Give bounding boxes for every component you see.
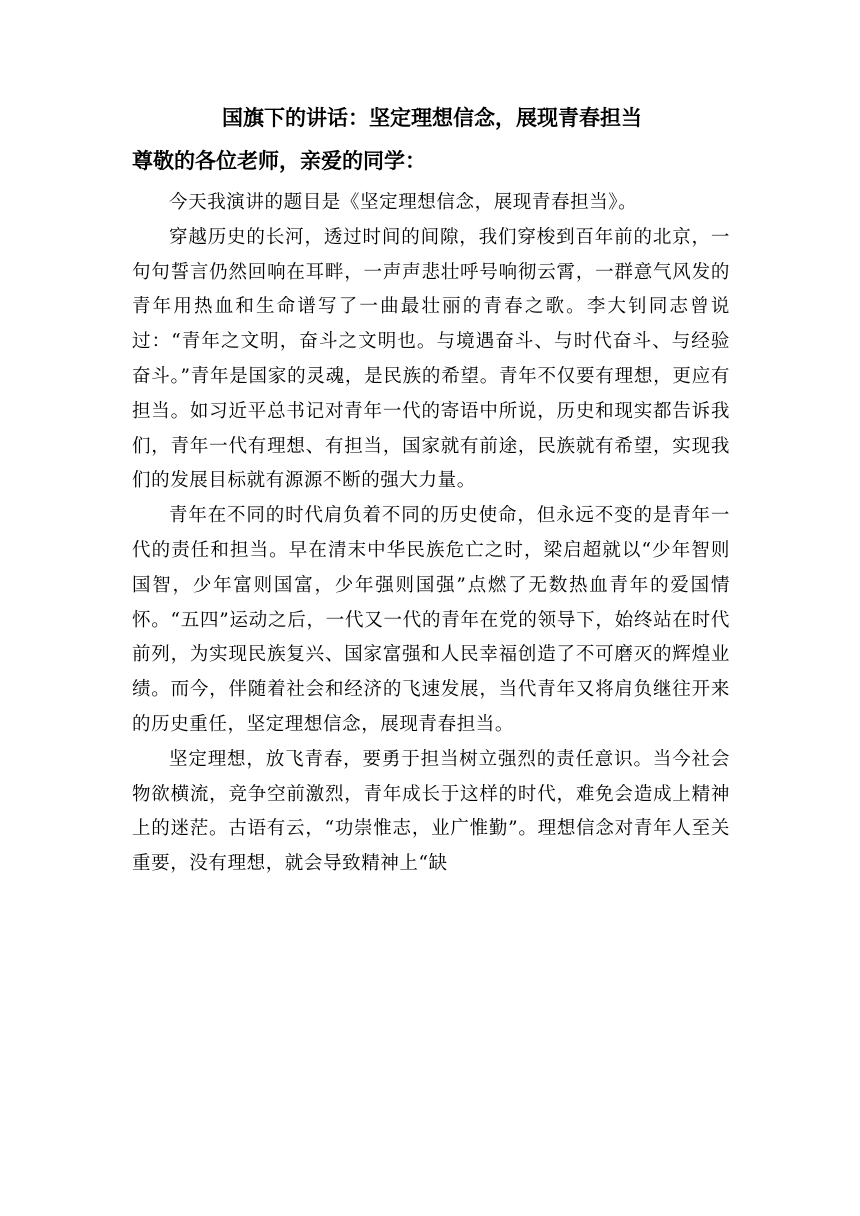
paragraph: 今天我演讲的题目是《坚定理想信念，展现青春担当》。: [169, 192, 638, 213]
salutation: 尊敬的各位老师，亲爱的同学：: [132, 149, 426, 173]
document-title: 国旗下的讲话：坚定理想信念，展现青春担当: [222, 106, 642, 130]
paragraph: 青年在不同的时代肩负着不同的历史使命，但永远不变的是青年一代的责任和担当。早在清末中华民族危亡之时，梁启超就以“少年智则国智，少年富则国富，少年强则国强”点燃了无数热血青年的爱国情怀。“五四”运动之后，一代又一代的青年在党的领导下，始终站在时代前列，为实现民族复兴、国家富强和人民幸福创造了不可磨灭的辉煌业绩。而今，伴随着社会和经济的飞速发展，当代青年又将肩负继往开来的历史重任，坚定理想信念，展现青春担当。: [132, 505, 730, 735]
document-body: [132, 186, 730, 882]
paragraph: 穿越历史的长河，透过时间的间隙，我们穿梭到百年前的北京，一句句誓言仍然回响在耳畔，一声声悲壮呼号响彻云霄，一群意气风发的青年用热血和生命谱写了一曲最壮丽的青春之歌。李大钊同志曾说过：“青年之文明，奋斗之文明也。与境遇奋斗、与时代奋斗、与经验奋斗。”青年是国家的灵魂，是民族的希望。青年不仅要有理想，更应有担当。如习近平总书记对青年一代的寄语中所说，历史和现实都告诉我们，青年一代有理想、有担当，国家就有前途，民族就有希望，实现我们的发展目标就有源源不断的强大力量。: [132, 226, 730, 492]
paragraph: 坚定理想，放飞青春，要勇于担当树立强烈的责任意识。当今社会物欲横流，竞争空前激烈，青年成长于这样的时代，难免会造成上精神上的迷茫。古语有云，“功崇惟志，业广惟勤”。理想信念对青年人至关重要，没有理想，就会导致精神上“缺: [132, 748, 730, 875]
